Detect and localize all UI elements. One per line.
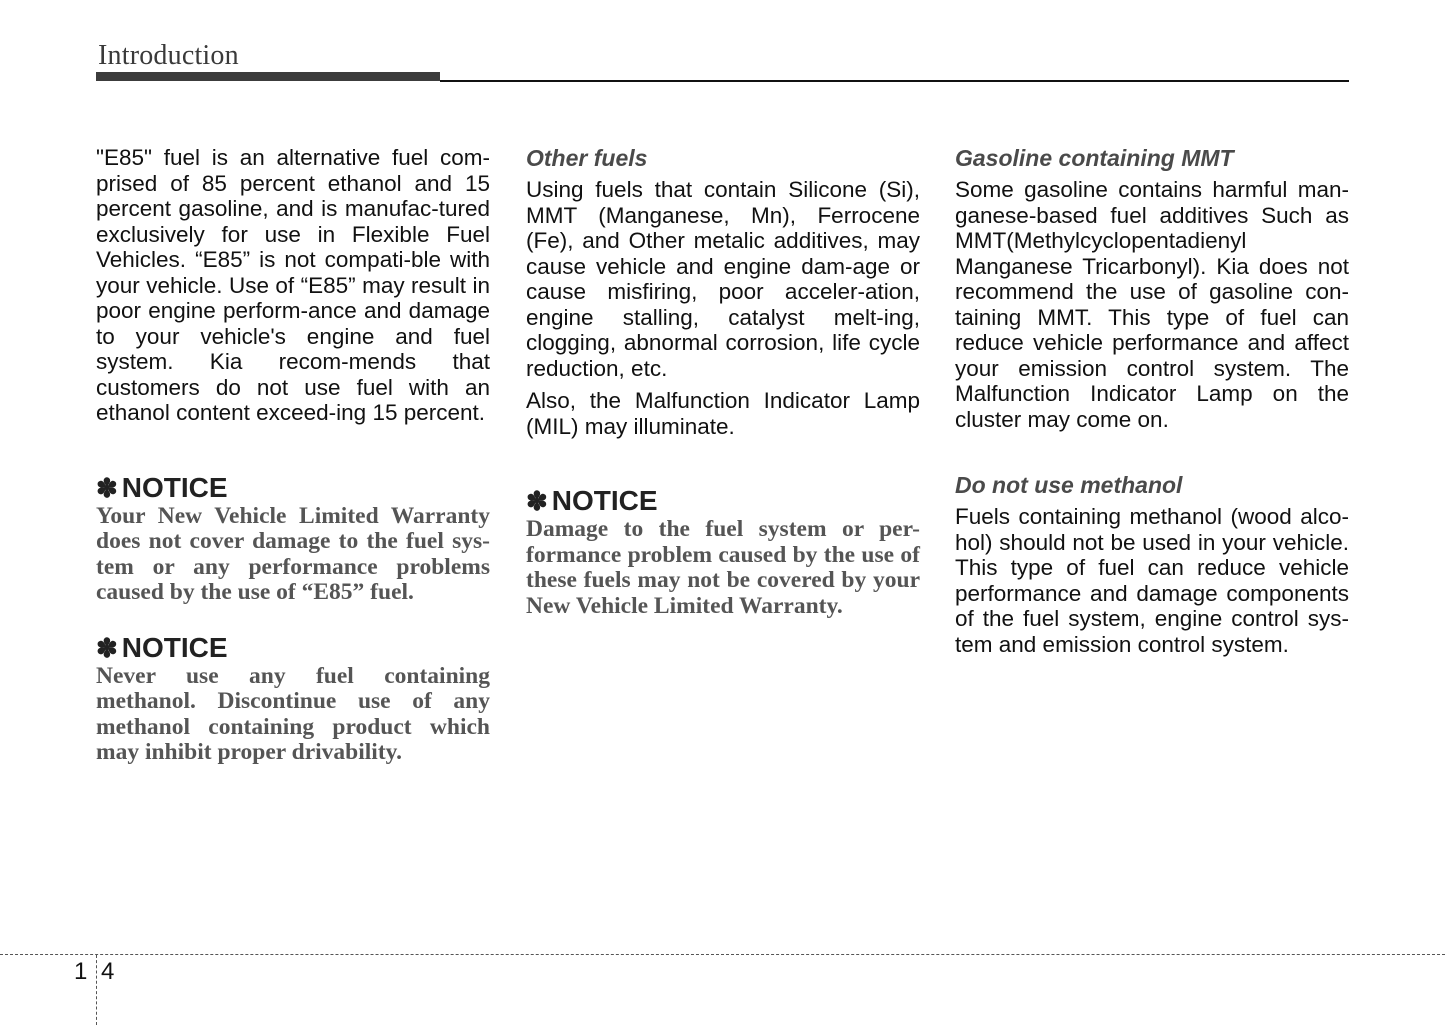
chapter-number: 1 xyxy=(74,958,88,985)
notice-text: Damage to the fuel system or per-formance problem caused by the use of these fuels may not be covered by your New Vehicle Limited Warranty. xyxy=(526,516,920,619)
footer-dashed-divider xyxy=(96,955,97,1025)
mmt-heading: Gasoline containing MMT xyxy=(955,145,1234,171)
column-left xyxy=(96,145,490,766)
page-number: 4 xyxy=(101,958,115,985)
header-rule-thick xyxy=(96,72,440,81)
notice-text: Never use any fuel containing methanol. Discontinue use of any methanol containing product which may inhibit proper drivability. xyxy=(96,662,490,765)
other-fuels-paragraph: Using fuels that contain Silicone (Si), MMT (Manganese, Mn), Ferrocene (Fe), and Other metalic additives, may cause vehicle and engine dam-age or cause misfiring, poor acceler-ation, engine stalling, catalyst melt-ing, clogging, abnormal corrosion, life cycle reduction, etc. xyxy=(526,177,920,381)
column-right xyxy=(955,145,1349,657)
notice-heading: NOTICE xyxy=(121,631,228,663)
column-middle xyxy=(526,145,920,619)
notice-star-icon: ✽ xyxy=(96,472,118,503)
e85-intro-paragraph: "E85" fuel is an alternative fuel com-prised of 85 percent ethanol and 15 percent gasoline, and is manufac-tured exclusively for use in Flexible Fuel Vehicles. “E85” is not compati-ble with your vehicle. Use of “E85” may result in poor engine perform-ance and damage to your vehicle's engine and fuel system. Kia recom-mends that customers do not use fuel with an ethanol content exceed-ing 15 percent. xyxy=(96,145,490,425)
methanol-heading: Do not use methanol xyxy=(955,472,1183,498)
notice-methanol xyxy=(96,632,490,766)
mmt-paragraph: Some gasoline contains harmful man-ganese-based fuel additives Such as MMT(Methylcyclopentadienyl Manganese Tricarbonyl). Kia does not recommend the use of gasoline con-taining MMT. This type of fuel can reduce vehicle performance and affect your emission control system. The Malfunction Indicator Lamp on the cluster may come on. xyxy=(955,177,1349,432)
notice-e85 xyxy=(96,472,490,606)
notice-star-icon: ✽ xyxy=(526,486,548,516)
mil-paragraph: Also, the Malfunction Indicator Lamp (MIL) may illuminate. xyxy=(526,388,920,439)
header-rule-thin xyxy=(440,80,1349,82)
notice-heading: NOTICE xyxy=(121,471,228,503)
notice-other-fuels xyxy=(526,485,920,619)
notice-star-icon: ✽ xyxy=(96,632,118,663)
footer-dashed-rule xyxy=(0,954,1445,955)
methanol-paragraph: Fuels containing methanol (wood alco-hol) should not be used in your vehicle. This type of fuel can reduce vehicle performance and damage components of the fuel system, engine control sys-tem and emission control system. xyxy=(955,504,1349,657)
notice-heading: NOTICE xyxy=(551,485,658,516)
section-title: Introduction xyxy=(98,40,239,71)
notice-text: Your New Vehicle Limited Warranty does not cover damage to the fuel sys-tem or any performance problems caused by the use of “E85” fuel. xyxy=(96,502,490,605)
other-fuels-heading: Other fuels xyxy=(526,145,648,171)
